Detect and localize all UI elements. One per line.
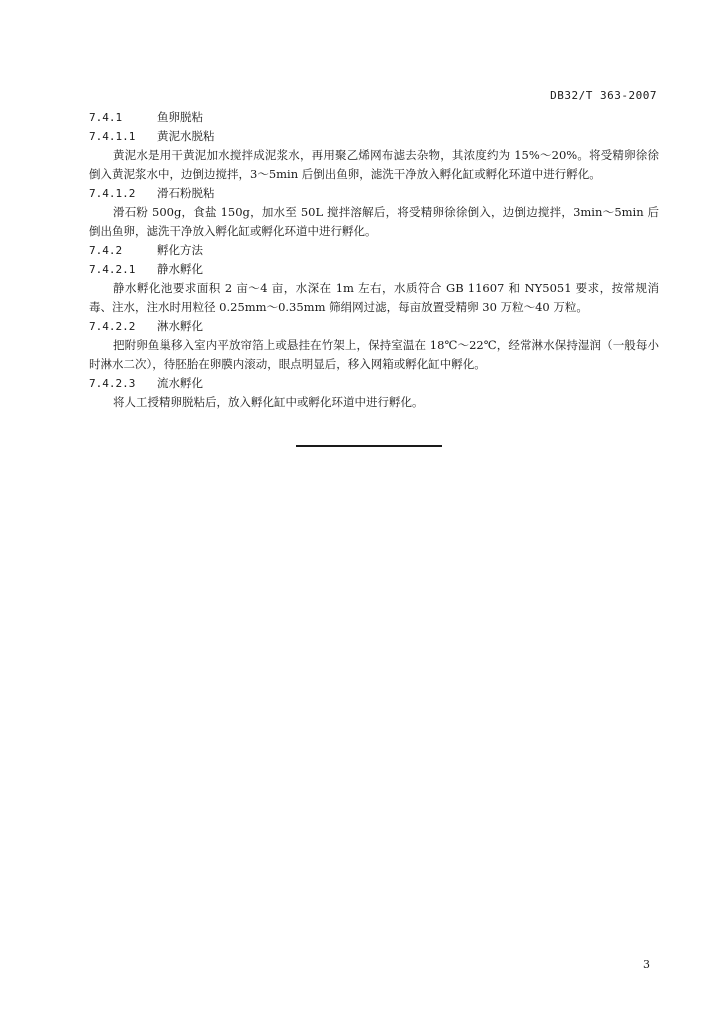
section-number: 7.4.1 xyxy=(89,111,123,124)
section-heading-7-4-1-1 xyxy=(89,127,659,146)
section-heading-7-4-2-3 xyxy=(89,374,659,393)
section-number: 7.4.2 xyxy=(89,244,123,257)
paragraph-flowing-water: 将人工授精卵脱粘后，放入孵化缸中或孵化环道中进行孵化。 xyxy=(113,395,424,409)
paragraph-still-water: 静水孵化池要求面积 2 亩～4 亩，水深在 1m 左右，水质符合 GB 11607 和 NY5051 要求，按常规消毒、注水，注水时用粒径 0.25mm～0.35mm 筛绢网过滤，每亩放置受精卵 30 万粒～40 万粒。 xyxy=(89,281,659,314)
document-body xyxy=(89,108,659,412)
section-heading-7-4-2-1 xyxy=(89,260,659,279)
paragraph-yellow-mud: 黄泥水是用干黄泥加水搅拌成泥浆水，再用聚乙烯网布滤去杂物，其浓度约为 15%～20%。将受精卵徐徐倒入黄泥浆水中，边倒边搅拌，3～5min 后倒出鱼卵，滤洗干净放入孵化缸或孵化环道中进行孵化。 xyxy=(89,148,659,181)
end-of-text-rule xyxy=(296,445,442,447)
section-title: 静水孵化 xyxy=(157,262,203,276)
section-heading-7-4-2-2 xyxy=(89,317,659,336)
paragraph-sprinkle-water: 把附卵鱼巢移入室内平放帘箔上或悬挂在竹架上，保持室温在 18℃～22℃，经常淋水保持湿润（一般每小时淋水二次），待胚胎在卵膜内滚动，眼点明显后，移入网箱或孵化缸中孵化。 xyxy=(89,338,659,371)
section-number: 7.4.2.3 xyxy=(89,377,136,390)
section-number: 7.4.2.2 xyxy=(89,320,136,333)
section-heading-7-4-1 xyxy=(89,108,659,127)
section-title: 流水孵化 xyxy=(157,376,203,390)
standard-code: DB32/T 363-2007 xyxy=(550,89,657,102)
section-number: 7.4.2.1 xyxy=(89,263,136,276)
section-heading-7-4-2 xyxy=(89,241,659,260)
section-title: 黄泥水脱粘 xyxy=(157,129,215,143)
section-title: 孵化方法 xyxy=(157,243,203,257)
section-number: 7.4.1.2 xyxy=(89,187,136,200)
section-number: 7.4.1.1 xyxy=(89,130,136,143)
page-number: 3 xyxy=(643,958,650,971)
section-heading-7-4-1-2 xyxy=(89,184,659,203)
section-title: 鱼卵脱粘 xyxy=(157,110,203,124)
section-title: 滑石粉脱粘 xyxy=(157,186,215,200)
paragraph-talc-powder: 滑石粉 500g，食盐 150g，加水至 50L 搅拌溶解后，将受精卵徐徐倒入，边倒边搅拌，3min～5min 后倒出鱼卵，滤洗干净放入孵化缸或孵化环道中进行孵化。 xyxy=(89,205,659,238)
section-title: 淋水孵化 xyxy=(157,319,203,333)
